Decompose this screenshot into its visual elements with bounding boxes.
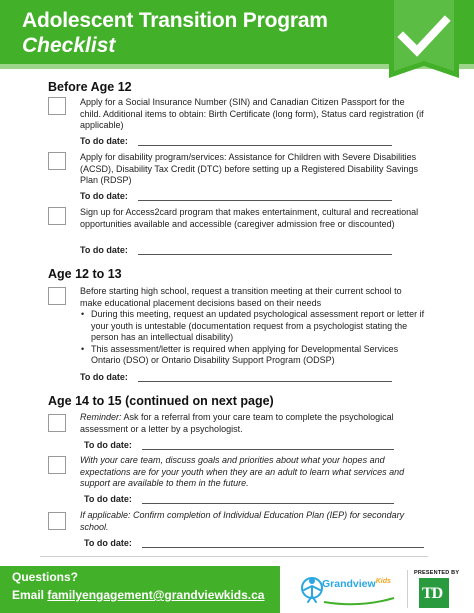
item-access2card: Sign up for Access2card program that makes entertainment, cultural and recreational opportunities available and accessible (caregiver admission free or discounted): [80, 207, 419, 229]
reminder-label: Reminder:: [80, 412, 122, 422]
email-link[interactable]: familyengagement@grandviewkids.ca: [47, 588, 265, 602]
todo-date-line[interactable]: [142, 547, 424, 548]
grandview-kids-wordmark: [322, 578, 391, 590]
checkbox-sin-passport[interactable]: [48, 97, 66, 115]
todo-date-label: To do date:: [84, 440, 132, 450]
item-psych-referral-text: Ask for a referral from your care team to complete the psychological assessment or a letter by a psychologist.: [80, 412, 394, 434]
checkbox-iep[interactable]: [48, 512, 66, 530]
todo-date-label: To do date:: [84, 494, 132, 504]
section-title-before-age-12: Before Age 12: [48, 80, 132, 94]
item-disability-program: Apply for disability program/services: Assistance for Children with Severe Disabilities (ACSD), Disability Tax Credit (DTC) before setting up a Registered Disability Savings Plan (RDSP): [80, 152, 418, 185]
checkbox-psych-referral[interactable]: [48, 414, 66, 432]
sponsor-name: TD: [422, 585, 443, 602]
page-title: Adolescent Transition Program: [22, 9, 328, 32]
email-line: [12, 588, 264, 602]
presented-by-label: PRESENTED BY: [414, 570, 460, 576]
logo-name: Grandview: [322, 578, 376, 590]
item-transition-meeting-text: Before starting high school, request a transition meeting at their current school to make educational placement decisions based on their needs: [80, 286, 402, 308]
bullet-list: [80, 309, 425, 367]
item-sin-passport: Apply for a Social Insurance Number (SIN) and Canadian Citizen Passport for the child. Additional items to obtain: Birth Certificate (long form), Status card registration (if applicable): [80, 97, 424, 130]
todo-date-label: To do date:: [84, 538, 132, 548]
todo-date-label: To do date:: [80, 245, 128, 255]
footer-divider: [40, 556, 428, 557]
todo-date-line[interactable]: [142, 503, 394, 504]
item-care-team-goals: With your care team, discuss goals and priorities about what your hopes and expectations are for your youth when they are an adult to learn what services and support are available to them in the future.: [80, 455, 405, 488]
questions-label: Questions?: [12, 570, 79, 584]
todo-date-label: To do date:: [80, 191, 128, 201]
logo-divider: [407, 570, 408, 608]
item-psych-referral: [80, 412, 425, 435]
section-title-age-12-13: Age 12 to 13: [48, 267, 122, 281]
todo-date-line[interactable]: [138, 254, 392, 255]
todo-date-line[interactable]: [138, 145, 392, 146]
checkbox-access2card[interactable]: [48, 207, 66, 225]
footer-contact-bar: [0, 566, 280, 613]
checkbox-disability-program[interactable]: [48, 152, 66, 170]
logo-suffix: Kids: [375, 578, 391, 585]
checkmark-icon: [389, 0, 459, 78]
section-title-age-14-15: Age 14 to 15 (continued on next page): [48, 394, 274, 408]
todo-date-line[interactable]: [138, 200, 392, 201]
td-logo: [419, 578, 449, 608]
item-transition-meeting: [80, 286, 425, 367]
checkbox-care-team-goals[interactable]: [48, 456, 66, 474]
bullet-item: • During this meeting, request an updated psychological assessment report or letter if your youth is untestable (documentation request from a psychologist stating the person has an intellectual disability): [80, 309, 425, 344]
todo-date-line[interactable]: [138, 381, 392, 382]
page-subtitle: Checklist: [22, 34, 116, 57]
bullet-item: • This assessment/letter is required when applying for Developmental Services Ontario (DSO) or Ontario Disability Support Program (ODSP): [80, 344, 425, 367]
checkbox-transition-meeting[interactable]: [48, 287, 66, 305]
item-iep: If applicable: Confirm completion of Individual Education Plan (IEP) for secondary school.: [80, 510, 405, 532]
todo-date-label: To do date:: [80, 136, 128, 146]
todo-date-label: To do date:: [80, 372, 128, 382]
todo-date-line[interactable]: [142, 449, 394, 450]
email-label: Email: [12, 588, 48, 602]
